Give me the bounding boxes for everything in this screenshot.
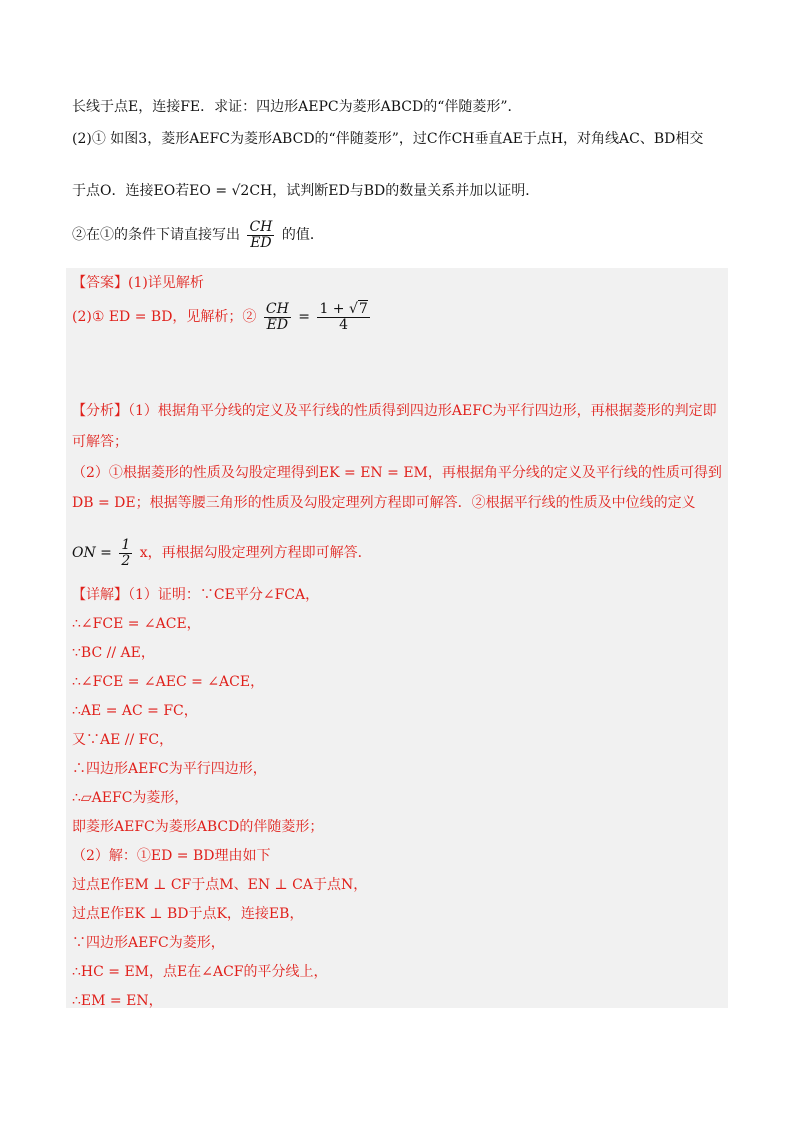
analysis-line-5-prefix: ON = <box>72 545 112 562</box>
answer-panel <box>66 268 728 1008</box>
detail-line: 即菱形AEFC为菱形ABCD的伴随菱形； <box>72 819 324 835</box>
answer-fraction-rhs-num-a: 1 + <box>319 301 349 317</box>
analysis-line-4: DB = DE；根据等腰三角形的性质及勾股定理列方程即可解答．②根据平行线的性质及中位线的定义 <box>72 495 696 511</box>
detail-line: 又∵AE // FC， <box>72 732 174 748</box>
analysis-fraction-denominator: 2 <box>121 552 131 569</box>
answer-fraction-rhs-sqrt: 7 <box>358 301 368 317</box>
answer-part-1: (1)详见解析 <box>128 275 204 291</box>
detail-line: 过点E作EK ⊥ BD于点K，连接EB， <box>72 906 304 922</box>
detail-line: （2）解：①ED = BD理由如下 <box>72 848 271 864</box>
analysis-fraction-numerator: 1 <box>121 537 131 553</box>
detail-line: ∴EM = EN， <box>72 993 163 1009</box>
question-line-3: 于点O．连接EO若EO = √2CH，试判断ED与BD的数量关系并加以证明． <box>72 183 540 199</box>
analysis-line-5-suffix: x，再根据勾股定理列方程即可解答． <box>139 545 372 562</box>
answer-fraction-lhs-numerator: CH <box>265 301 289 317</box>
answer-fraction-rhs-numerator: 1 + √7 <box>319 301 368 317</box>
detail-line: ∴AE = AC = FC， <box>72 703 198 719</box>
answer-equals: = <box>298 309 310 326</box>
detail-line: ∴∠FCE = ∠AEC = ∠ACE， <box>72 674 265 690</box>
analysis-line-3: （2）①根据菱形的性质及勾股定理得到EK = EN = EM，再根据角平分线的定义及平行线的性质可得到 <box>72 465 722 481</box>
detail-line: ∴四边形AEFC为平行四边形， <box>72 761 267 777</box>
answer-tag: 【答案】 <box>72 275 128 291</box>
answer-fraction-rhs <box>317 302 369 332</box>
answer-line-2 <box>72 302 373 332</box>
analysis-fraction <box>119 538 132 568</box>
question-line-2: (2)① 如图3，菱形AEFC为菱形ABCD的“伴随菱形”，过C作CH垂直AE于点H，对角线AC、BD相交 <box>72 131 704 147</box>
question-line-4 <box>72 220 324 250</box>
detail-line: 过点E作EM ⊥ CF于点M、EN ⊥ CA于点N， <box>72 877 368 893</box>
answer-fraction-rhs-denominator: 4 <box>339 316 349 333</box>
detail-line: ∵BC // AE， <box>72 645 155 661</box>
question-fraction-denominator: ED <box>250 234 272 251</box>
answer-line-1 <box>72 272 204 292</box>
answer-part-2-prefix: (2)① ED = BD，见解析；② <box>72 309 257 326</box>
analysis-line-2: 可解答； <box>72 434 128 450</box>
detail-line: ∵四边形AEFC为菱形， <box>72 935 225 951</box>
answer-fraction-lhs <box>264 302 291 332</box>
question-line-4-suffix: 的值． <box>281 227 324 244</box>
analysis-line-5 <box>72 538 372 568</box>
question-line-4-prefix: ②在①的条件下请直接写出 <box>72 227 240 244</box>
detail-line: ∴HC = EM，点E在∠ACF的平分线上， <box>72 964 328 980</box>
detail-line: ∴▱AEFC为菱形， <box>72 790 189 806</box>
answer-fraction-lhs-denominator: ED <box>266 316 289 333</box>
detail-line: ∴∠FCE = ∠ACE， <box>72 616 201 632</box>
question-fraction-numerator: CH <box>249 219 273 235</box>
analysis-line-1: 【分析】（1）根据角平分线的定义及平行线的性质得到四边形AEFC为平行四边形，再根据菱形的判定即 <box>72 403 717 419</box>
question-fraction <box>247 220 274 250</box>
detail-line: 【详解】（1）证明：∵CE平分∠FCA， <box>72 587 320 603</box>
question-line-1: 长线于点E，连接FE．求证：四边形AEPC为菱形ABCD的“伴随菱形”． <box>72 99 522 115</box>
